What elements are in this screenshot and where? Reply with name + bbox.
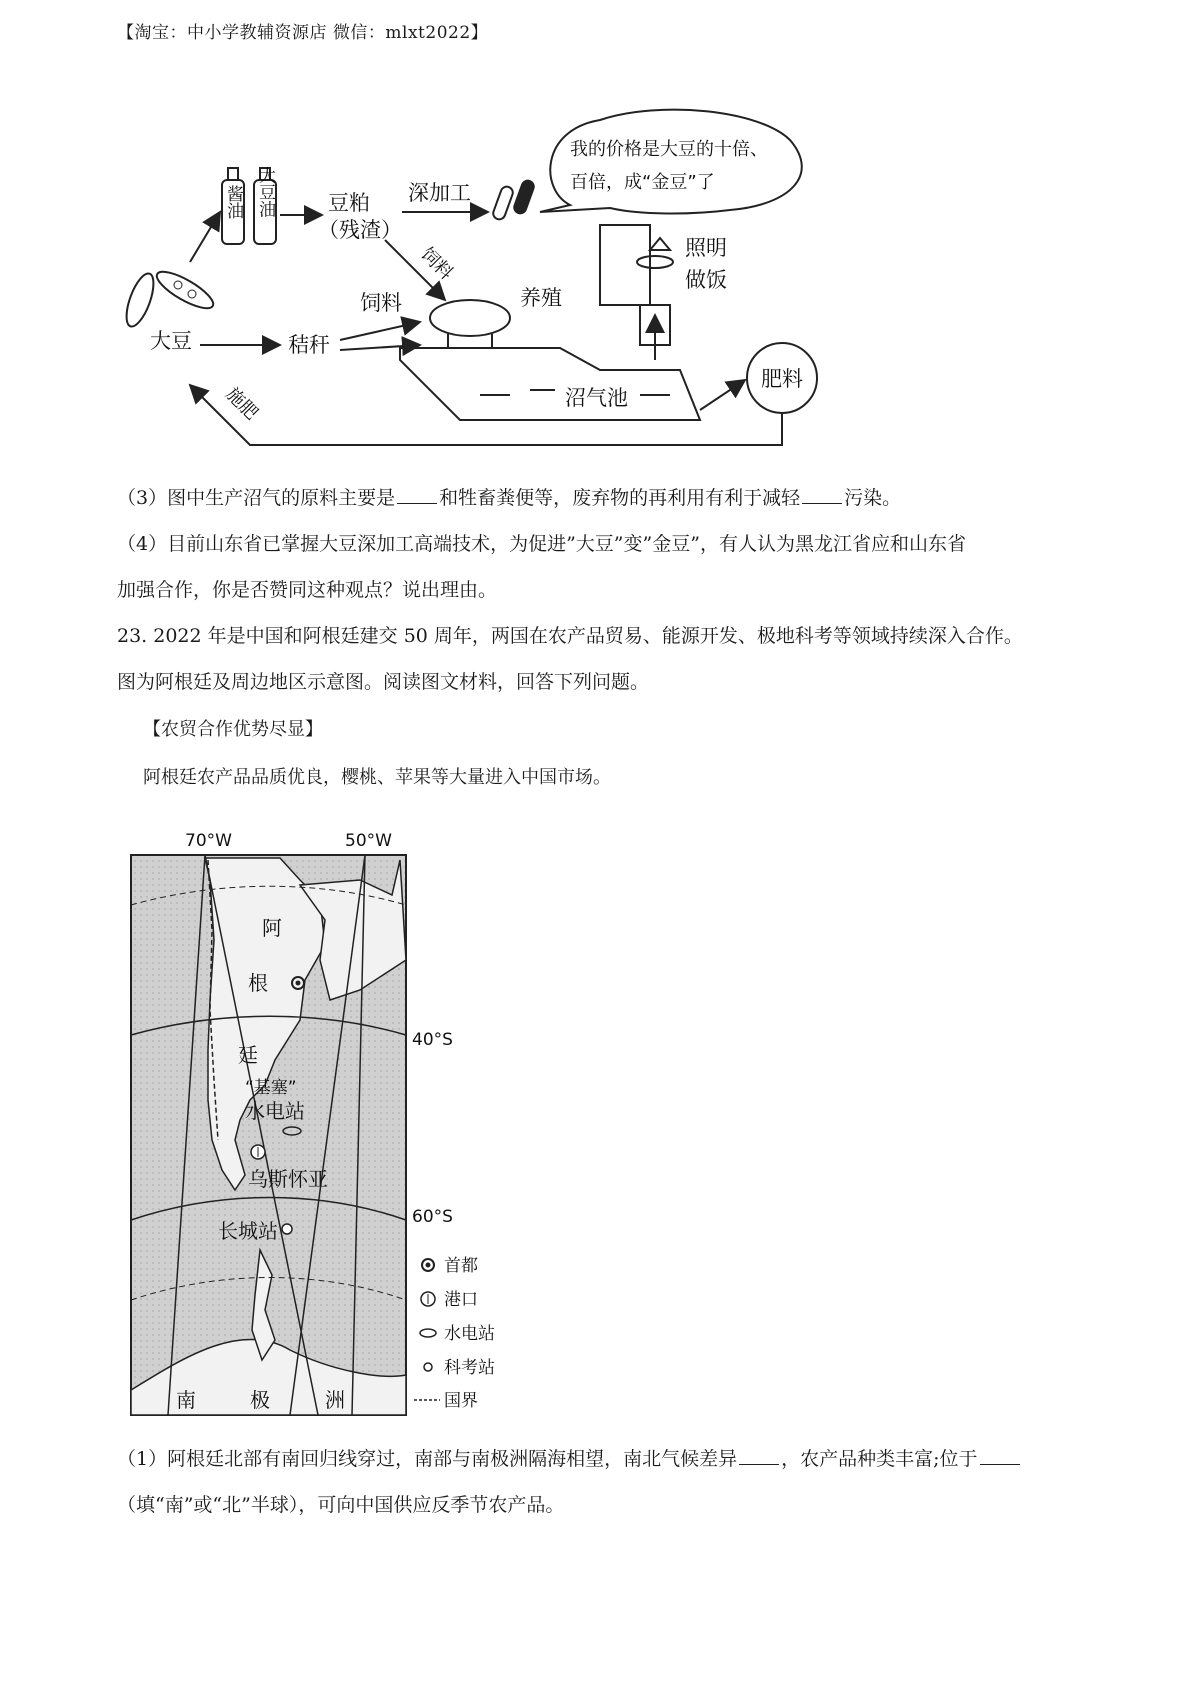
label-cooking: 做饭 — [685, 268, 727, 292]
q3-text-1: （3）图中生产沼气的原料主要是 — [117, 487, 396, 509]
q1-text-1: （1）阿根廷北部有南回归线穿过，南部与南极洲隔海相望，南北气候差异 — [117, 1448, 738, 1470]
q1-text-2: ，农产品种类丰富;位于 — [781, 1448, 978, 1470]
label-argentina-3: 廷 — [238, 1043, 258, 1067]
legend-capital: 首都 — [444, 1256, 478, 1276]
label-biogas-pool: 沼气池 — [565, 386, 628, 410]
legend-research: 科考站 — [444, 1358, 495, 1378]
label-40s: 40°S — [412, 1030, 453, 1050]
bubble-text-line1: 我的价格是大豆的十倍、 — [570, 139, 768, 160]
label-antarctica-3: 洲 — [325, 1388, 345, 1412]
label-apply-fertilizer: 施肥 — [221, 383, 262, 424]
question-1-line2: （填“南”或“北”半球），可向中国供应反季节农产品。 — [117, 1494, 565, 1516]
q3-text-3: 污染。 — [844, 487, 902, 509]
label-fertilizer: 肥料 — [761, 367, 803, 391]
label-antarctica-2: 极 — [250, 1388, 270, 1412]
label-dam-name: “基塞” — [245, 1078, 297, 1098]
map-legend — [414, 1256, 495, 1411]
label-port: 乌斯怀亚 — [248, 1167, 328, 1191]
label-70w: 70°W — [185, 831, 232, 851]
bubble-text-line2: 百倍，成“金豆”了 — [570, 172, 715, 193]
label-dam: 水电站 — [245, 1099, 305, 1123]
label-60s: 60°S — [412, 1207, 453, 1227]
label-feed-diagonal: 饲料 — [416, 243, 457, 284]
label-soybean-oil: 大豆油 — [255, 166, 275, 218]
port-marker — [251, 1145, 265, 1159]
legend-border: 国界 — [444, 1391, 478, 1411]
page-header: 【淘宝：中小学教辅资源店 微信：mlxt2022】 — [117, 23, 489, 43]
label-argentina-2: 根 — [248, 971, 268, 995]
question-4-line1: （4）目前山东省已掌握大豆深加工高端技术，为促进”大豆”变”金豆”，有人认为黑龙江省应和山东省 — [117, 533, 966, 555]
q1-blank-1[interactable] — [739, 1448, 779, 1465]
station-marker — [282, 1224, 292, 1234]
label-feed: 饲料 — [360, 291, 402, 315]
label-straw: 秸秆 — [288, 333, 330, 357]
label-soy-sauce: 酱油 — [223, 185, 243, 219]
section-title: 【农贸合作优势尽显】 — [143, 719, 323, 740]
label-breeding: 养殖 — [520, 286, 562, 310]
q3-text-2: 和牲畜粪便等，废弃物的再利用有利于减轻 — [439, 487, 801, 509]
label-residue: （残渣） — [318, 218, 402, 242]
q1-blank-2[interactable] — [980, 1448, 1020, 1465]
label-soybean-meal: 豆粕 — [328, 191, 370, 215]
label-deep-processing: 深加工 — [408, 181, 471, 205]
question-23-line1: 23. 2022 年是中国和阿根廷建交 50 周年，两国在农产品贸易、能源开发、极地科考等领域持续深入合作。 — [117, 625, 1023, 647]
legend-hydro: 水电站 — [444, 1324, 495, 1344]
label-lighting: 照明 — [685, 236, 727, 260]
question-4-line2: 加强合作，你是否赞同这种观点？说出理由。 — [117, 579, 498, 601]
label-station: 长城站 — [218, 1219, 278, 1243]
question-23-line2: 图为阿根廷及周边地区示意图。阅读图文材料，回答下列问题。 — [117, 671, 650, 693]
legend-port: 港口 — [444, 1290, 478, 1310]
label-antarctica-1: 南 — [176, 1388, 196, 1412]
label-argentina-1: 阿 — [262, 916, 282, 940]
label-soybean: 大豆 — [150, 329, 192, 353]
section-text: 阿根廷农产品品质优良，樱桃、苹果等大量进入中国市场。 — [143, 767, 611, 788]
label-50w: 50°W — [345, 831, 392, 851]
question-1-line1 — [117, 1445, 1022, 1473]
